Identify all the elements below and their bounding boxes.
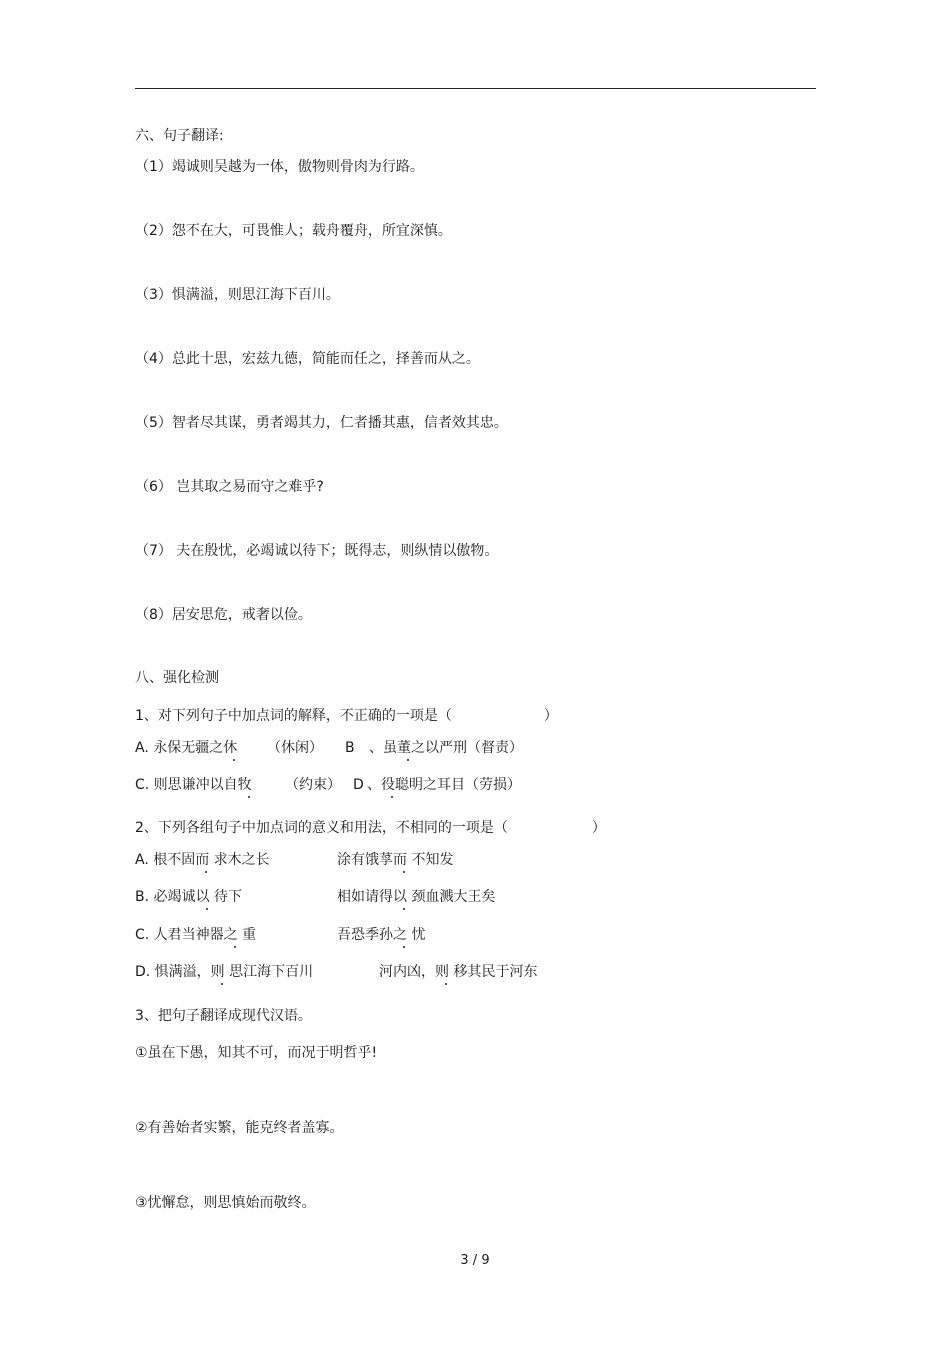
q2-a-left-text: A. 根不固而 — [135, 852, 210, 868]
sentence-4: （4）总此十思，宏兹九德，简能而任之，择善而从之。 — [135, 351, 480, 367]
q2-d-left-text: D. 惧满溢，则 — [135, 964, 225, 980]
sentence-6: （6） 岂其取之易而守之难乎? — [135, 479, 324, 495]
sentence-8: （8）居安思危，戒奢以俭。 — [135, 607, 312, 623]
sentence-7: （7） 夫在殷忧，必竭诚以待下；既得志，则纵情以傲物。 — [135, 543, 499, 559]
q2-b-left-text: B. 必竭诚以 — [135, 889, 210, 905]
q1-option-c — [135, 775, 252, 795]
q1-option-d — [367, 775, 521, 795]
q2-stem — [135, 818, 606, 838]
section8-heading: 八、强化检测 — [135, 670, 219, 686]
sentence-3: （3）惧满溢，则思江海下百川。 — [135, 287, 340, 303]
q2-option-b-left — [135, 887, 242, 907]
q1-option-d-rest: 聪明之耳目（劳损） — [395, 777, 521, 793]
q1-option-b-letter: B — [345, 740, 355, 756]
sentence-1: （1）竭诚则吴越为一体，傲物则骨肉为行路。 — [135, 159, 424, 175]
page-number: 3 / 9 — [460, 1253, 490, 1268]
q2-b-right-text: 相如请得以 — [337, 889, 407, 905]
q2-option-b-right — [337, 887, 495, 907]
q3-stem: 3、把句子翻译成现代汉语。 — [135, 1008, 312, 1024]
q2-d-right-text: 河内凶，则 — [379, 964, 449, 980]
q2-option-c-left — [135, 925, 256, 945]
q1-option-b-rest: 之以严刑（督责） — [411, 740, 523, 756]
q1-stem-close: ） — [543, 708, 558, 724]
q1-option-d-text: 、役 — [367, 777, 395, 793]
q2-c-right-text: 吾恐季孙之 — [337, 927, 407, 943]
q2-d-right-rest: 移其民于河东 — [453, 964, 538, 980]
header-rule — [135, 88, 816, 89]
q2-option-a-left — [135, 850, 270, 870]
q2-option-c-right — [337, 925, 425, 945]
q2-stem-close: ） — [591, 820, 606, 836]
q2-option-a-right — [337, 850, 453, 870]
q2-a-right-text: 涂有饿莩而 — [337, 852, 407, 868]
sentence-2: （2）怨不在大，可畏惟人；载舟覆舟，所宜深慎。 — [135, 223, 452, 239]
q2-b-left-rest: 待下 — [213, 889, 242, 905]
q2-stem-text: 2、下列各组句子中加点词的意义和用法，不相同的一项是（ — [135, 820, 508, 836]
q1-option-c-text: C. 则思谦冲以自牧 — [135, 777, 252, 793]
q3-sentence-1: ①虽在下愚，知其不可，而况于明哲乎! — [135, 1045, 378, 1061]
q2-a-right-rest: 不知发 — [411, 852, 454, 868]
q1-option-d-letter: D — [353, 777, 364, 793]
q1-option-a — [135, 738, 237, 758]
q1-option-a-text: A. 永保无疆之休 — [135, 740, 238, 756]
q2-option-d-left — [135, 962, 313, 982]
q2-d-left-rest: 思江海下百川 — [229, 964, 314, 980]
q1-option-b-text: 、虽董 — [369, 740, 411, 756]
q1-stem — [135, 706, 558, 726]
q3-sentence-2: ②有善始者实繁，能克终者盖寡。 — [135, 1120, 344, 1136]
q1-stem-text: 1、对下列句子中加点词的解释，不正确的一项是（ — [135, 708, 452, 724]
q2-c-left-rest: 重 — [242, 927, 257, 943]
q2-a-left-rest: 求木之长 — [213, 852, 270, 868]
q1-option-b — [369, 738, 523, 758]
sentence-5: （5）智者尽其谋，勇者竭其力，仁者播其惠，信者效其忠。 — [135, 415, 508, 431]
q2-c-right-rest: 忧 — [411, 927, 426, 943]
q1-option-a-gloss: （休闲） — [267, 740, 323, 756]
q3-sentence-3: ③忧懈怠，则思慎始而敬终。 — [135, 1195, 316, 1211]
section6-heading: 六、句子翻译: — [135, 128, 224, 144]
q2-c-left-text: C. 人君当神器之 — [135, 927, 238, 943]
q2-option-d-right — [379, 962, 537, 982]
q2-b-right-rest: 颈血溅大王矣 — [411, 889, 496, 905]
q1-option-c-gloss: （约束） — [285, 777, 341, 793]
